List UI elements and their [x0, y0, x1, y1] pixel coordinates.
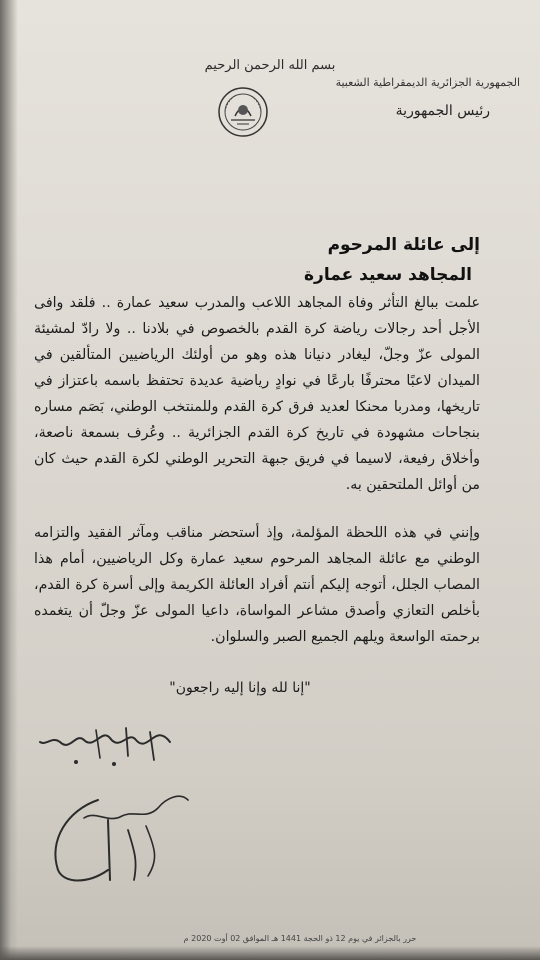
national-emblem-icon — [217, 86, 269, 138]
body-paragraph-2: وإنني في هذه اللحظة المؤلمة، وإذ أستحضر مناقب ومآثر الفقيد والتزامه الوطني مع عائلة المجاهد المرحوم سعيد عمارة وكل الرياضيين، أمام هذا المصاب الجلل، أتوجه إليكم أنتم أفراد العائلة الكريمة وإلى أسرة كرة القدم، بأخلص التعازي وأصدق مشاعر المواساة، داعيا المولى عزّ وجلّ أن يتغمده برحمته الواسعة ويلهم الجميع الصبر والسلوان. — [34, 525, 480, 645]
closing-verse: "إنا لله وإنا إليه راجعون" — [169, 680, 311, 696]
page-shadow-left — [0, 0, 18, 960]
date-footer: حرر بالجزائر في يوم 12 ذو الحجة 1441 هـ الموافق 02 أوت 2020 م — [183, 934, 417, 943]
addressee-line-1: إلى عائلة المرحوم — [327, 235, 480, 255]
body-paragraph-1: علمت ببالغ التأثر وفاة المجاهد اللاعب والمدرب سعيد عمارة .. فلقد وافى الأجل أحد رجالات رياضة كرة القدم بالخصوص في بلادنا .. ولا رادّ لمشيئة المولى عزّ وجلّ، ليغادر دنيانا هذه وهو من أولئك الرياضيين المتألقين في الميدان لاعبًا محترفًا بارعًا في نوادٍ رياضية عديدة تحتفظ باسمه باعتزاز في تاريخها، ومدربا محنكا لعديد فرق كرة القدم وللمنتخب الوطني، بَصَم مساره بنجاحات مشهودة في تاريخ كرة القدم الجزائرية .. وعُرف بسمعة ناصعة، وأخلاق رفيعة، لاسيما في فريق جبهة التحرير الوطني لكرة القدم حيث كان من أوائل الملتحقين به. — [34, 295, 480, 493]
handwritten-signature — [38, 780, 208, 890]
letterhead — [330, 76, 520, 119]
letter-body — [34, 290, 480, 650]
addressee-line-2: المجاهد سعيد عمارة — [304, 265, 472, 285]
handwritten-name-signature — [30, 712, 180, 782]
addressee-block — [180, 230, 480, 290]
office-name: رئيس الجمهورية — [395, 103, 490, 119]
page-shadow-bottom — [0, 946, 540, 960]
basmala: بسم الله الرحمن الرحيم — [204, 58, 336, 73]
republic-name: الجمهورية الجزائرية الديمقراطية الشعبية — [335, 76, 520, 89]
